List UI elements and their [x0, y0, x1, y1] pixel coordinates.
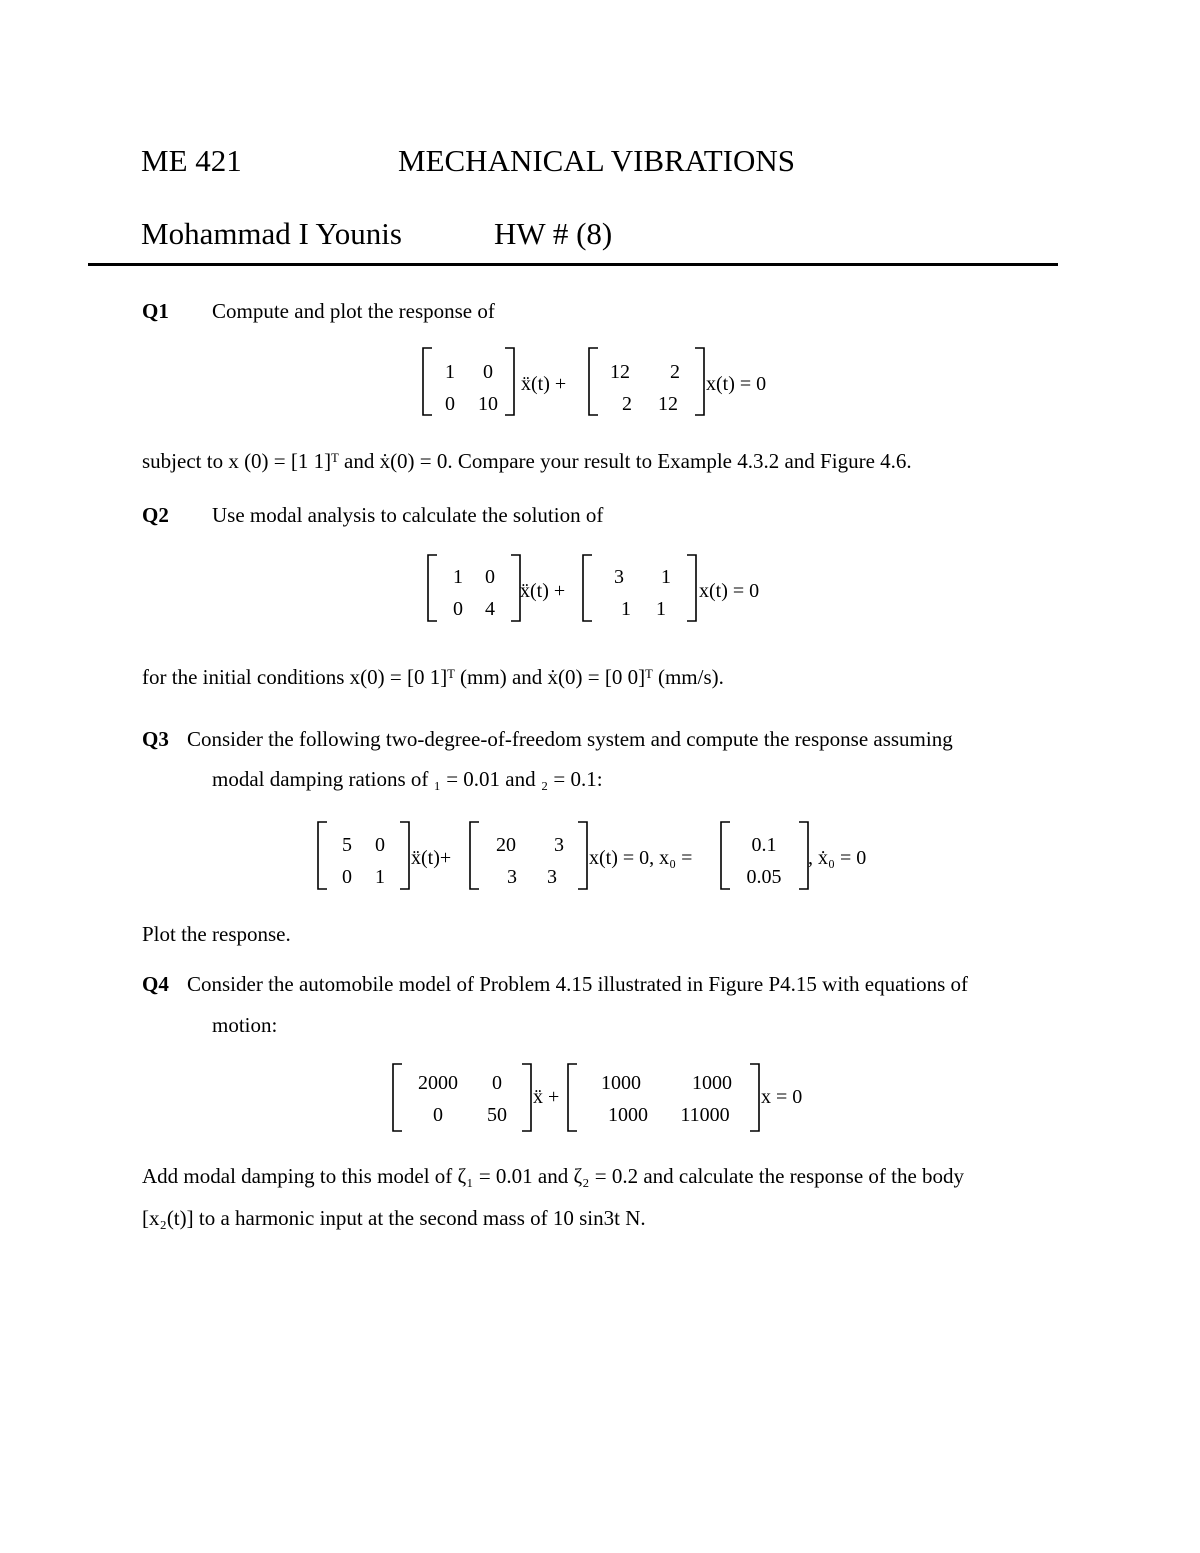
matrix-cell: 1: [453, 566, 463, 588]
question-intro: Consider the automobile model of Problem 4.15 illustrated in Figure P4.15 with equations of: [187, 972, 968, 996]
matrix-cell: 0: [492, 1072, 502, 1094]
matrix-cell: 0: [453, 598, 463, 620]
matrix-cell: 1: [375, 866, 385, 888]
question-intro-continued: motion:: [212, 1013, 278, 1037]
matrix-cell: 2000: [418, 1072, 458, 1094]
matrix-cell: 0: [483, 361, 493, 383]
matrix-cell: 2: [670, 361, 680, 383]
equation-term: x = 0: [761, 1086, 803, 1108]
question-followup: Add modal damping to this model of ζ₁ = 0.01 and ζ₂ = 0.2 and calculate the response of the body: [142, 1164, 965, 1188]
question-intro-continued: modal damping rations of ₁ = 0.01 and ₂ = 0.1:: [212, 767, 603, 791]
matrix-cell: 1000: [601, 1072, 641, 1094]
question-followup: Plot the response.: [142, 922, 291, 946]
matrix-cell: 0: [485, 566, 495, 588]
question-number: Q2: [142, 503, 169, 527]
matrix-cell: 1: [621, 598, 631, 620]
matrix-cell: 1000: [608, 1104, 648, 1126]
matrix-cell: 20: [496, 834, 516, 856]
matrix-cell: 1000: [692, 1072, 732, 1094]
equation-term: x(t) = 0: [699, 580, 760, 602]
equation-term: ẍ(t)+: [411, 847, 452, 869]
question-number: Q3: [142, 727, 169, 751]
matrix-cell: 12: [610, 361, 630, 383]
equation-term: ẍ(t) +: [521, 373, 567, 395]
matrix-cell: 3: [547, 866, 557, 888]
homework-number: HW # (8): [494, 216, 613, 251]
matrix-cell: 0: [375, 834, 385, 856]
course-code: ME 421: [141, 143, 242, 178]
matrix-cell: 12: [658, 393, 678, 415]
vector-cell: 0.1: [751, 834, 777, 856]
matrix-cell: 4: [485, 598, 495, 620]
matrix-cell: 3: [554, 834, 564, 856]
equation-term: , ẋ₀ = 0: [808, 847, 867, 869]
course-title: MECHANICAL VIBRATIONS: [398, 143, 795, 178]
matrix-cell: 0: [445, 393, 455, 415]
matrix-cell: 5: [342, 834, 352, 856]
matrix-cell: 2: [622, 393, 632, 415]
question-number: Q1: [142, 299, 169, 323]
matrix-cell: 0: [433, 1104, 443, 1126]
matrix-cell: 0: [342, 866, 352, 888]
matrix-cell: 3: [614, 566, 624, 588]
matrix-cell: 10: [478, 393, 498, 415]
matrix-cell: 3: [507, 866, 517, 888]
instructor-name: Mohammad I Younis: [141, 216, 402, 251]
question-number: Q4: [142, 972, 169, 996]
matrix-cell: 1: [661, 566, 671, 588]
matrix-cell: 11000: [680, 1104, 730, 1126]
equation-term: x(t) = 0, x₀ =: [589, 847, 693, 869]
question-intro: Consider the following two-degree-of-freedom system and compute the response assuming: [187, 727, 953, 751]
equation-term: ẍ +: [533, 1086, 560, 1108]
question-followup-continued: [x₂(t)] to a harmonic input at the second mass of 10 sin3t N.: [142, 1206, 646, 1230]
vector-cell: 0.05: [746, 866, 782, 888]
question-intro: Compute and plot the response of: [212, 299, 495, 323]
question-followup: subject to x (0) = [1 1]ᵀ and ẋ(0) = 0. Compare your result to Example 4.3.2 and Figure 4.6.: [142, 449, 912, 473]
equation-term: x(t) = 0: [706, 373, 767, 395]
matrix-cell: 50: [487, 1104, 507, 1126]
matrix-cell: 1: [445, 361, 455, 383]
question-followup: for the initial conditions x(0) = [0 1]ᵀ (mm) and ẋ(0) = [0 0]ᵀ (mm/s).: [142, 665, 724, 689]
matrix-cell: 1: [656, 598, 666, 620]
equation-term: ẍ(t) +: [520, 580, 566, 602]
question-intro: Use modal analysis to calculate the solution of: [212, 503, 604, 527]
